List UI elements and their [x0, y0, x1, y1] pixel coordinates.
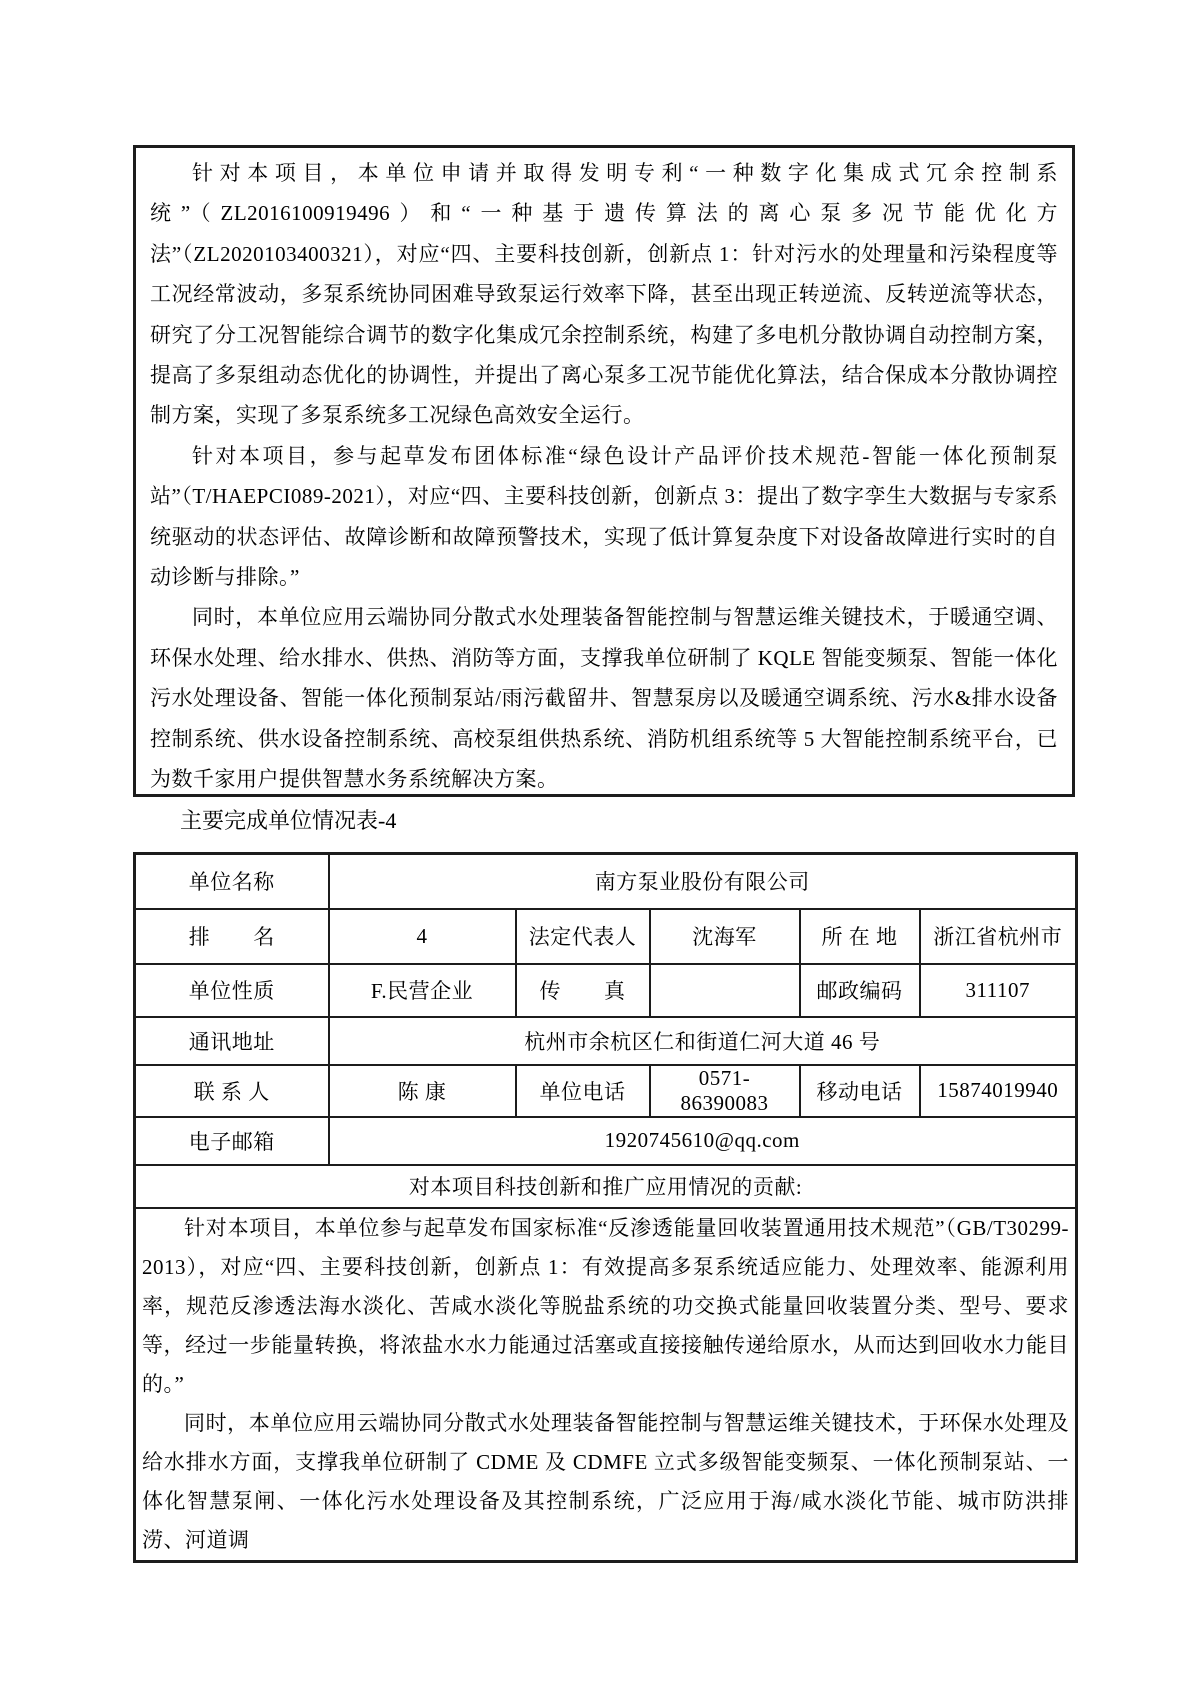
project-description-box	[133, 145, 1075, 797]
location-value: 浙江省杭州市	[920, 909, 1077, 964]
patent-paragraph: 针对本项目，本单位申请并取得发明专利“一种数字化集成式冗余控制系统”（ZL2016100919496）和“一种基于遗传算法的离心泵多况节能优化方法”（ZL2020103400321），对应“四、主要科技创新，创新点 1：针对污水的处理量和污染程度等工况经常波动，多泵系统协同困难导致泵运行效率下降，甚至出现正转逆流、反转逆流等状态，研究了分工况智能综合调节的数字化集成冗余控制系统，构建了多电机分散协调自动控制方案，提高了多泵组动态优化的协调性，并提出了离心泵多工况节能优化算法，结合保成本分散协调控制方案，实现了多泵系统多工况绿色高效安全运行。	[150, 161, 1058, 428]
unit-type-label: 单位性质	[135, 964, 329, 1017]
fax-label: 传 真	[516, 964, 650, 1017]
unit-name-label: 单位名称	[135, 854, 329, 909]
contribution-paragraph-standard: 针对本项目，本单位参与起草发布国家标准“反渗透能量回收装置通用技术规范”（GB/T30299-2013），对应“四、主要科技创新，创新点 1：有效提高多泵系统适应能力、处理效率、能源利用率，规范反渗透法海水淡化、苦咸水淡化等脱盐系统的功交换式能量回收装置分类、型号、要求等，经过一步能量转换，将浓盐水水力能通过活塞或直接接触传递给原水，从而达到回收水力能目的。”	[142, 1215, 1070, 1396]
table-row	[135, 1065, 1077, 1117]
rank-value: 4	[329, 909, 516, 964]
location-label: 所 在 地	[800, 909, 920, 964]
postal-code-value: 311107	[920, 964, 1077, 1017]
email-label: 电子邮箱	[135, 1117, 329, 1165]
contact-person-label: 联 系 人	[135, 1065, 329, 1117]
email-value: 1920745610@qq.com	[329, 1117, 1077, 1165]
contribution-content	[135, 1208, 1077, 1562]
contribution-header: 对本项目科技创新和推广应用情况的贡献:	[135, 1165, 1077, 1208]
mobile-phone-value: 15874019940	[920, 1065, 1077, 1117]
legal-representative-label: 法定代表人	[516, 909, 650, 964]
table-row	[135, 1165, 1077, 1208]
rank-label: 排 名	[135, 909, 329, 964]
table-row	[135, 1017, 1077, 1065]
section-title: 主要完成单位情况表-4	[180, 808, 397, 833]
unit-phone-label: 单位电话	[516, 1065, 650, 1117]
address-label: 通讯地址	[135, 1017, 329, 1065]
table-row	[135, 854, 1077, 909]
table-row	[135, 909, 1077, 964]
fax-value	[650, 964, 800, 1017]
table-row	[135, 1208, 1077, 1562]
unit-type-value: F.民营企业	[329, 964, 516, 1017]
mobile-phone-label: 移动电话	[800, 1065, 920, 1117]
contact-person-value: 陈 康	[329, 1065, 516, 1117]
unit-info-table	[133, 852, 1078, 1563]
table-row	[135, 1117, 1077, 1165]
standard-paragraph: 针对本项目，参与起草发布团体标准“绿色设计产品评价技术规范-智能一体化预制泵站”（T/HAEPCI089-2021），对应“四、主要科技创新，创新点 3：提出了数字孪生大数据与专家系统驱动的状态评估、故障诊断和故障预警技术，实现了低计算复杂度下对设备故障进行实时的自动诊断与排除。”	[150, 443, 1058, 590]
unit-name-value: 南方泵业股份有限公司	[329, 854, 1077, 909]
table-row	[135, 964, 1077, 1017]
postal-code-label: 邮政编码	[800, 964, 920, 1017]
application-paragraph: 同时，本单位应用云端协同分散式水处理装备智能控制与智慧运维关键技术，于暖通空调、环保水处理、给水排水、供热、消防等方面，支撑我单位研制了 KQLE 智能变频泵、智能一体化污水处理设备、智能一体化预制泵站/雨污截留井、智慧泵房以及暖通空调系统、污水&排水设备控制系统、供水设备控制系统、高校泵组供热系统、消防机组系统等 5 大智能控制系统平台，已为数千家用户提供智慧水务系统解决方案。	[150, 605, 1058, 792]
contribution-paragraph-application: 同时，本单位应用云端协同分散式水处理装备智能控制与智慧运维关键技术，于环保水处理及给水排水方面，支撑我单位研制了 CDME 及 CDMFE 立式多级智能变频泵、一体化预制泵站、一体化智慧泵闸、一体化污水处理设备及其控制系统，广泛应用于海/咸水淡化节能、城市防洪排涝、河道调	[142, 1410, 1070, 1552]
unit-phone-value: 0571-86390083	[650, 1065, 800, 1117]
legal-representative-value: 沈海军	[650, 909, 800, 964]
address-value: 杭州市余杭区仁和街道仁河大道 46 号	[329, 1017, 1077, 1065]
